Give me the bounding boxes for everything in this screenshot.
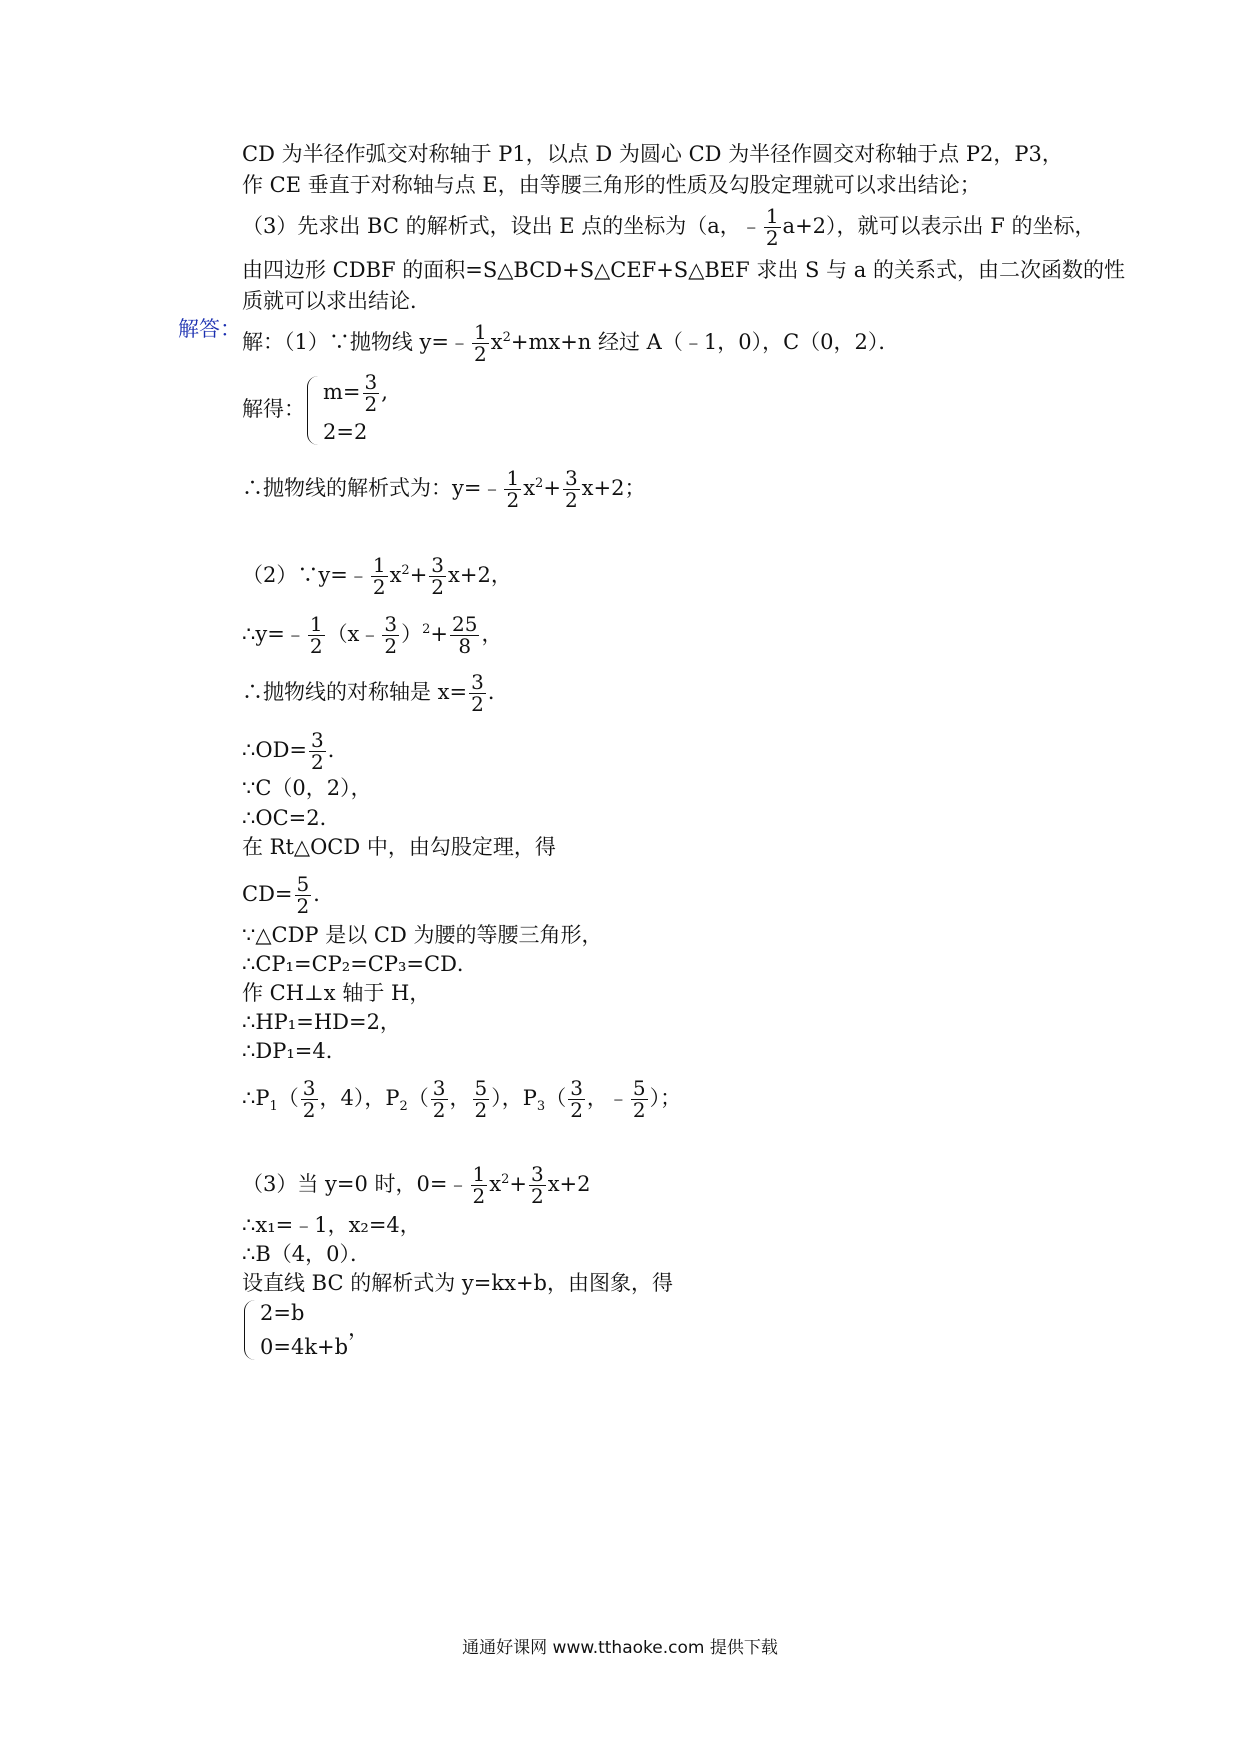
fraction: $\frac{1}{2}$ — [765, 204, 779, 250]
solution-part2-line-1: （2）∵y=﹣ $\frac{1}{2}$ $x^2+$ $\frac{3}{2}$ x+2， — [242, 553, 512, 599]
analysis-line-4: 由四边形 CDBF 的面积=S△BCD+S△CEF+S△BEF 求出 S 与 a 的关系式，由二次函数的性 — [242, 258, 1125, 282]
solution-line-pythagoras: 在 Rt△OCD 中，由勾股定理，得 — [242, 835, 556, 859]
page-footer: 通通好课网 www.tthaoke.com 提供下载 — [462, 1638, 778, 1658]
equation-system: m= $\frac{3}{2}$ , 2=2 — [305, 372, 388, 449]
equation-system: 2=b 0=4k+b — [242, 1296, 348, 1364]
solution-part3-line-1: （3）当 y=0 时，0=﹣ $\frac{1}{2}$ $x^2+$ $\frac{3}{2}$ x+2 — [242, 1162, 591, 1208]
solution-od: ∴OD= $\frac{3}{2}$ ． — [242, 728, 349, 774]
solution-cd: CD= $\frac{5}{2}$ ． — [242, 872, 335, 918]
solution-parabola-equation: ∴抛物线的解析式为：y=﹣ $\frac{1}{2}$ $x^2+$ $\frac{3}{2}$ x+2； — [242, 466, 646, 512]
answer-label: 解答： — [178, 317, 241, 341]
solution-line-ch: 作 CH⊥x 轴于 H， — [242, 981, 431, 1005]
analysis-line-2: 作 CE 垂直于对称轴与点 E，由等腰三角形的性质及勾股定理就可以求出结论； — [242, 173, 981, 197]
solution-line-c: ∵C（0，2）， — [242, 776, 372, 800]
solution-line-roots: ∴x₁=﹣1，x₂=4， — [242, 1213, 421, 1237]
solution-vertex-form: ∴y=﹣ $\frac{1}{2}$ （x﹣ $\frac{3}{2}$ ）$^2$+ $\frac{25}{8}$ ， — [242, 612, 503, 658]
solution-axis-of-symmetry: ∴抛物线的对称轴是 x= $\frac{3}{2}$ ． — [242, 670, 509, 716]
analysis-line-3: （3）先求出 BC 的解析式，设出 E 点的坐标为（a，﹣ $\frac{1}{2}$ a+2），就可以表示出 F 的坐标， — [242, 204, 1096, 250]
solution-solve-system: 解得： m= $\frac{3}{2}$ , 2=2 — [242, 372, 388, 449]
solution-line-b: ∴B（4，0）． — [242, 1242, 372, 1266]
solution-line-hp: ∴HP₁=HD=2， — [242, 1010, 401, 1034]
solution-line-bc: 设直线 BC 的解析式为 y=kx+b，由图象，得 — [242, 1271, 673, 1295]
solution-line-cp: ∴CP₁=CP₂=CP₃=CD． — [242, 952, 478, 976]
solution-line-dp: ∴DP₁=4． — [242, 1039, 347, 1063]
analysis-line-5: 质就可以求出结论． — [242, 289, 431, 313]
solution-line-1: 解：（1）∵抛物线 y=﹣ $\frac{1}{2}$ $x^2+mx+n$ 经过 A（﹣1，0），C（0，2）． — [242, 320, 900, 366]
solution-points-p: $\therefore P_1$（ $\frac{3}{2}$ ，4），$P_2$（ $\frac{3}{2}$ ， $\frac{5}{2}$ ），$P_3$（ $\frac{3}{2}$ ，﹣ $\frac{5}{2}$ ）； — [242, 1076, 682, 1122]
analysis-line-1: CD 为半径作弧交对称轴于 P1，以点 D 为圆心 CD 为半径作圆交对称轴于点 P2，P3， — [242, 142, 1063, 166]
solution-system-bc: 2=b 0=4k+b ， — [242, 1296, 369, 1364]
solution-line-oc: ∴OC=2． — [242, 806, 341, 830]
fraction: $\frac{1}{2}$ — [474, 320, 487, 366]
solution-line-isosceles: ∵△CDP 是以 CD 为腰的等腰三角形， — [242, 923, 603, 947]
